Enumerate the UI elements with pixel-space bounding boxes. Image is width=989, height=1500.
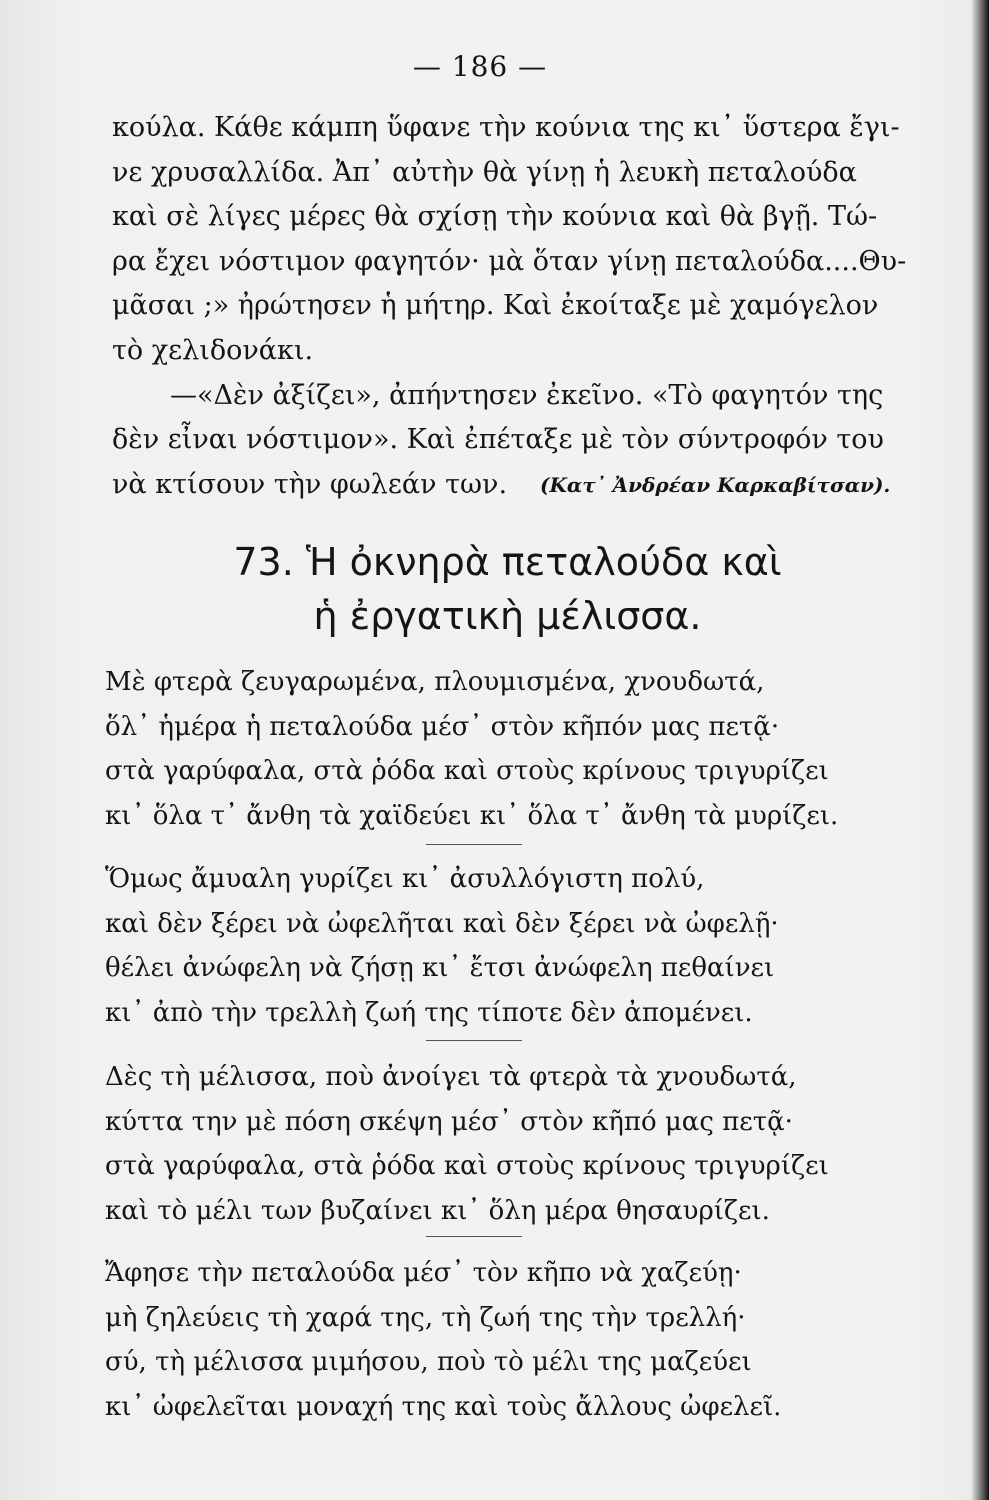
stanza-3 — [105, 1055, 925, 1233]
stanza-divider — [426, 844, 522, 845]
prose-block — [112, 106, 922, 507]
attribution: (Κατ᾿ Ἀνδρέαν Καρκαβίτσαν). — [540, 473, 891, 497]
page-edge-shadow — [971, 0, 989, 1500]
stanza-divider — [426, 1040, 522, 1041]
verse-line: θέλει ἀνώφελη νὰ ζήσῃ κι᾿ ἔτσι ἀνώφελη πεθαίνει — [105, 953, 775, 983]
verse-line: Ὅμως ἄμυαλη γυρίζει κι᾿ ἀσυλλόγιστη πολύ, — [105, 864, 705, 894]
stanza-2 — [105, 857, 925, 1035]
stanza-1 — [105, 660, 925, 838]
verse-line: στὰ γαρύφαλα, στὰ ῥόδα καὶ στοὺς κρίνους τριγυρίζει — [105, 1151, 829, 1181]
verse-line: κι᾿ ὠφελεῖται μοναχή της καὶ τοὺς ἄλλους ὠφελεῖ. — [105, 1391, 782, 1422]
poem-title — [0, 535, 989, 643]
verse-line: κι᾿ ὅλα τ᾿ ἄνθη τὰ χαϊδεύει κι᾿ ὅλα τ᾿ ἄνθη τὰ μυρίζει. — [105, 800, 839, 831]
verse-line: κύττα την μὲ πόση σκέψη μέσ᾿ στὸν κῆπό μας πετᾷ· — [105, 1106, 793, 1137]
page-number: — 186 — — [412, 50, 548, 83]
verse-line: ὅλ᾿ ἡμέρα ἡ πεταλούδα μέσ᾿ στὸν κῆπόν μας πετᾷ· — [105, 711, 780, 742]
verse-line: Ἄφησε τὴν πεταλούδα μέσ᾿ τὸν κῆπο νὰ χαζεύῃ· — [105, 1258, 742, 1288]
poem-title-line-1: 73. Ἡ ὀκνηρὰ πεταλούδα καὶ — [233, 540, 782, 584]
verse-line: μὴ ζηλεύεις τὴ χαρά της, τὴ ζωή της τὴν τρελλή· — [105, 1302, 746, 1333]
verse-line: κι᾿ ἀπὸ τὴν τρελλὴ ζωή της τίποτε δὲν ἀπομένει. — [105, 997, 753, 1028]
verse-line: καὶ τὸ μέλι των βυζαίνει κι᾿ ὅλη μέρα θησαυρίζει. — [105, 1195, 770, 1226]
verse-line: σύ, τὴ μέλισσα μιμήσου, ποὺ τὸ μέλι της μαζεύει — [105, 1347, 752, 1377]
prose-line: ρα ἔχει νόστιμον φαγητόν· μὰ ὅταν γίνῃ πεταλούδα....Θυ- — [112, 245, 907, 277]
stanza-divider — [426, 1236, 522, 1237]
prose-line: καὶ σὲ λίγες μέρες θὰ σχίσῃ τὴν κούνια καὶ θὰ βγῇ. Τώ- — [112, 201, 878, 233]
prose-line: μᾶσαι ;» ἠρώτησεν ἡ μήτηρ. Καὶ ἐκοίταξε μὲ χαμόγελον — [112, 290, 879, 322]
prose-line: τὸ χελιδονάκι. — [112, 334, 314, 366]
poem-title-line-2: ἡ ἐργατικὴ μέλισσα. — [313, 594, 702, 638]
stanza-4 — [105, 1251, 925, 1429]
verse-line: στὰ γαρύφαλα, στὰ ῥόδα καὶ στοὺς κρίνους τριγυρίζει — [105, 756, 829, 786]
verse-line: Δὲς τὴ μέλισσα, ποὺ ἀνοίγει τὰ φτερὰ τὰ χνουδωτά, — [105, 1062, 797, 1092]
verse-line: Μὲ φτερὰ ζευγαρωμένα, πλουμισμένα, χνουδωτά, — [105, 667, 765, 697]
prose-line: κούλα. Κάθε κάμπη ὕφανε τὴν κούνια της κι᾿ ὕστερα ἔγι- — [112, 112, 900, 143]
prose-line: δὲν εἶναι νόστιμον». Καὶ ἐπέταξε μὲ τὸν σύντροφόν του — [112, 424, 884, 456]
verse-line: καὶ δὲν ξέρει νὰ ὠφελῆται καὶ δὲν ξέρει νὰ ὠφελῇ· — [105, 908, 779, 939]
prose-line: —«Δὲν ἀξίζει», ἀπήντησεν ἐκεῖνο. «Τὸ φαγητόν της — [170, 379, 884, 411]
prose-line: νὰ κτίσουν τὴν φωλεάν των. — [112, 468, 508, 500]
prose-line: νε χρυσαλλίδα. Ἀπ᾿ αὐτὴν θὰ γίνῃ ἡ λευκὴ πεταλούδα — [112, 156, 857, 188]
